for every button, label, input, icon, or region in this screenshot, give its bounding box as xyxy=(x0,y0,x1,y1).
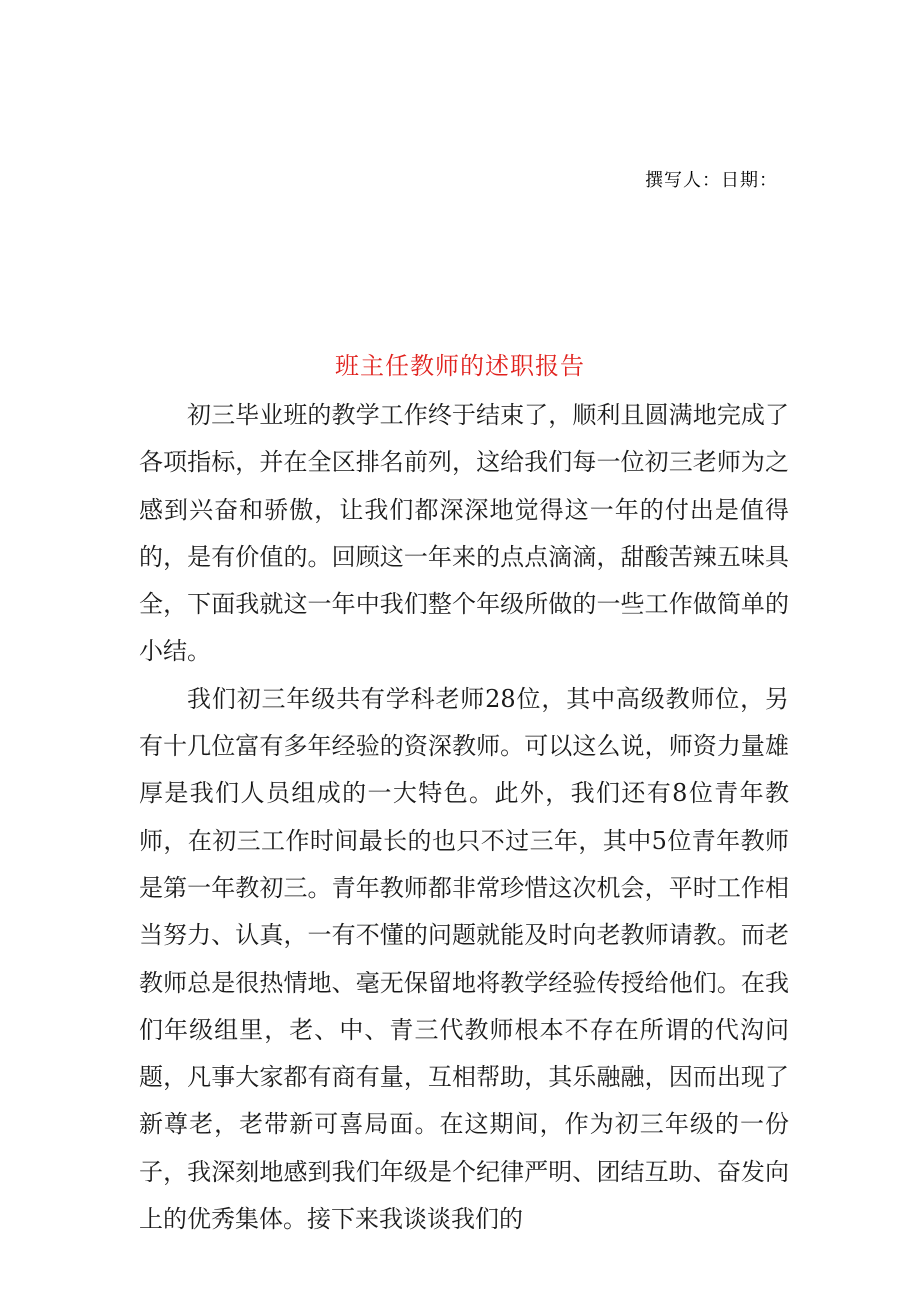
paragraph-staff: 我们初三年级共有学科老师28位，其中高级教师位，另有十几位富有多年经验的资深教师。可以这么说，师资力量雄厚是我们人员组成的一大特色。此外，我们还有8位青年教师，在初三工作时间最长的也只不过三年，其中5位青年教师是第一年教初三。青年教师都非常珍惜这次机会，平时工作相当努力、认真，一有不懂的问题就能及时向老教师请教。而老教师总是很热情地、毫无保留地将教学经验传授给他们。在我们年级组里，老、中、青三代教师根本不存在所谓的代沟问题，凡事大家都有商有量，互相帮助，其乐融融，因而出现了新尊老，老带新可喜局面。在这期间，作为初三年级的一份子，我深刻地感到我们年级是个纪律严明、团结互助、奋发向上的优秀集体。接下来我谈谈我们的 xyxy=(139,684,789,1234)
author-date-line: 撰写人：日期： xyxy=(645,170,778,191)
paragraph-intro: 初三毕业班的教学工作终于结束了，顺利且圆满地完成了各项指标，并在全区排名前列，这给我们每一位初三老师为之感到兴奋和骄傲，让我们都深深地觉得这一年的付出是值得的，是有价值的。回顾这一年来的点点滴滴，甜酸苦辣五味具全，下面我就这一年中我们整个年级所做的一些工作做简单的小结。 xyxy=(139,401,789,666)
document-title: 班主任教师的述职报告 xyxy=(335,352,585,380)
document-body xyxy=(139,392,789,1243)
